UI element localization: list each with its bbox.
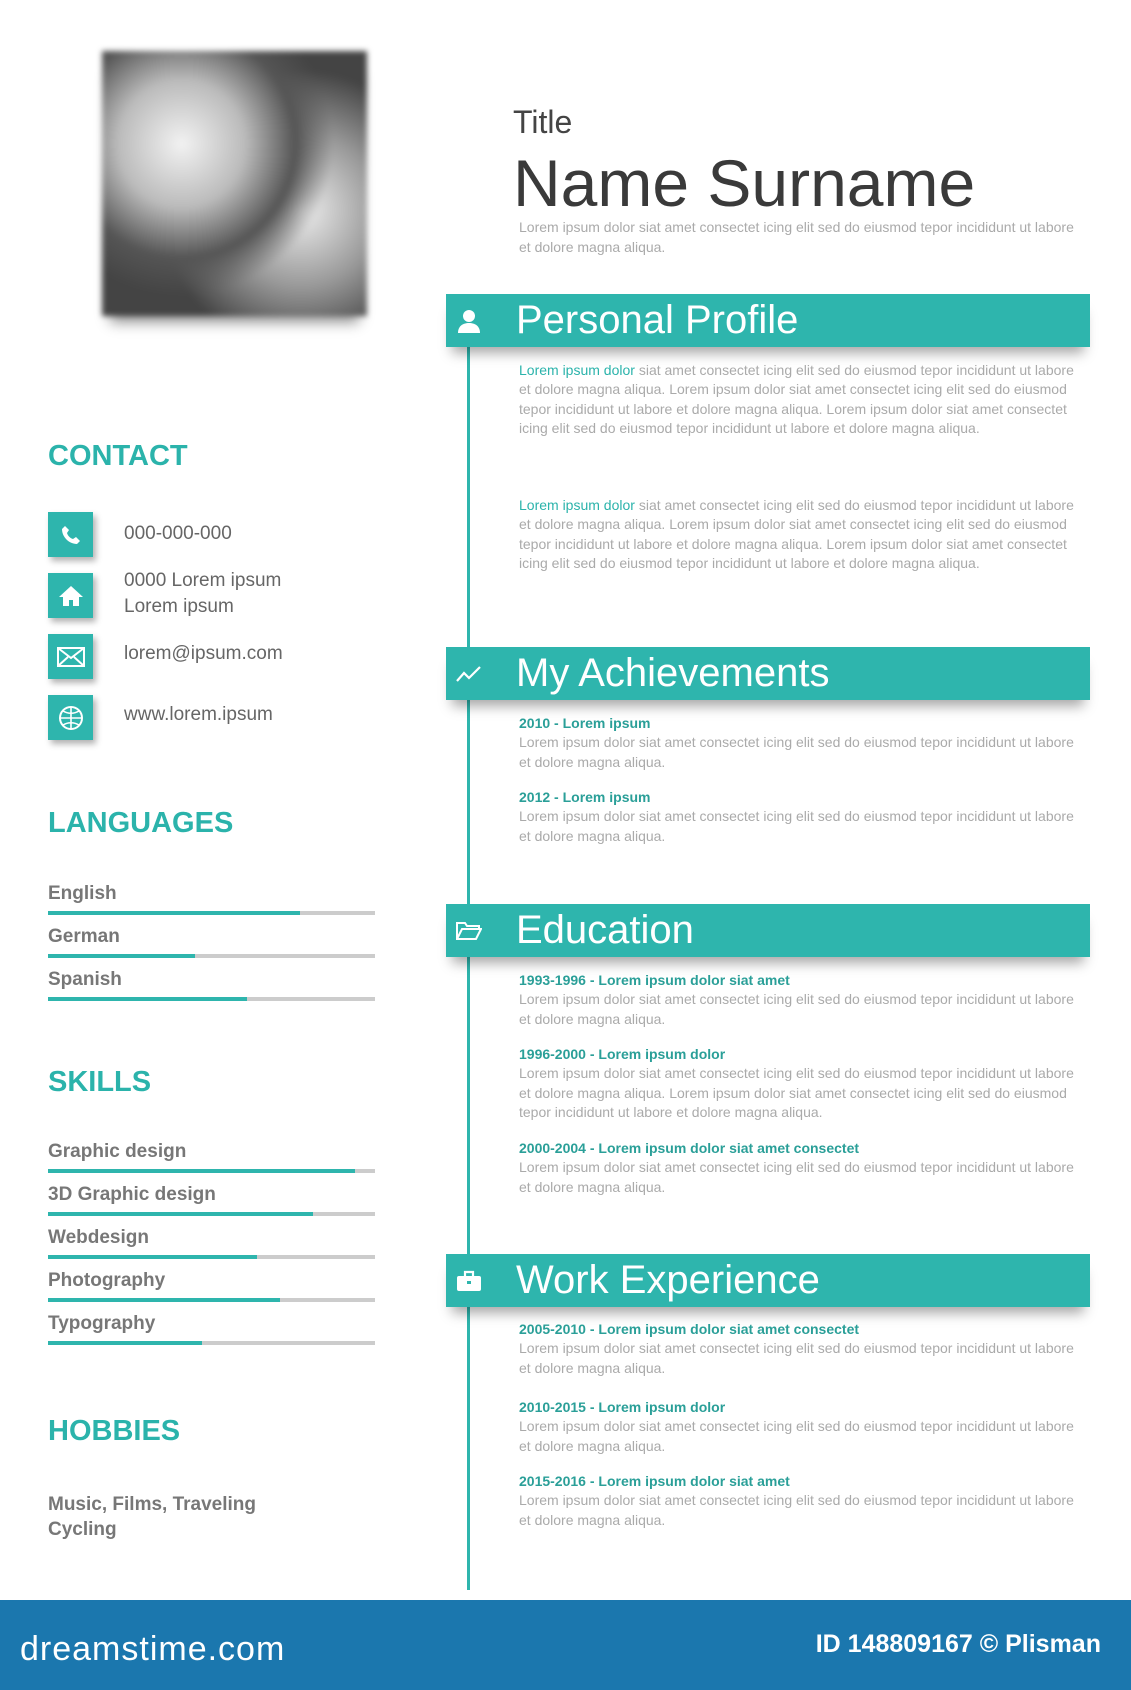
email: lorem@ipsum.com: [124, 643, 283, 664]
section-title: Work Experience: [516, 1258, 820, 1302]
achievements-header: [446, 647, 1090, 700]
entry-text: Lorem ipsum dolor siat amet consectet icing elit sed do eiusmod tepor incididunt ut labore et dolore magna aliqua.: [519, 1159, 1074, 1195]
briefcase-icon: [446, 1270, 492, 1292]
entry-text: Lorem ipsum dolor siat amet consectet icing elit sed do eiusmod tepor incididunt ut labore et dolore magna aliqua. Lorem ipsum dolor siat amet consectet icing elit sed do eiusmod tepor incididunt ut labore et dolore magna aliqua.: [519, 1065, 1074, 1121]
languages-heading: LANGUAGES: [48, 807, 234, 839]
level-bar: [48, 1255, 375, 1259]
user-icon: [446, 308, 492, 334]
entry-text: Lorem ipsum dolor siat amet consectet icing elit sed do eiusmod tepor incididunt ut labore et dolore magna aliqua.: [519, 1492, 1074, 1528]
work-experience-header: [446, 1254, 1090, 1307]
level-fill: [48, 1212, 313, 1216]
level-fill: [48, 997, 247, 1001]
languages-label: Spanish: [48, 969, 122, 990]
achievements-entry: [519, 788, 1089, 846]
entry-title: 1993-1996 - Lorem ipsum dolor siat amet: [519, 972, 790, 988]
skills-label: Typography: [48, 1313, 156, 1334]
skills-item: [48, 1270, 375, 1302]
hobbies-text: [48, 1492, 256, 1542]
personal-profile-header: [446, 294, 1090, 347]
entry-title: 2010 - Lorem ipsum: [519, 715, 651, 731]
skills-label: Graphic design: [48, 1141, 187, 1162]
phone-icon: [48, 512, 93, 557]
section-title: Education: [516, 908, 694, 952]
languages-label: English: [48, 883, 117, 904]
work-entry: [519, 1320, 1089, 1378]
profile-body-2: siat amet consectet icing elit sed do eiusmod tepor incididunt ut labore et dolore magna aliqua. Lorem ipsum dolor siat amet consectet icing elit sed do eiusmod tepor incididunt ut labore et dolore magna aliqua. Lorem ipsum dolor siat amet consectet icing elit sed do eiusmod tepor incididunt ut labore et dolore magna aliqua.: [519, 497, 1074, 572]
hobbies-heading: HOBBIES: [48, 1415, 181, 1447]
level-bar: [48, 911, 375, 915]
address-line-2: Lorem ipsum: [124, 596, 234, 617]
timeline-line: [467, 347, 470, 1590]
skills-heading: SKILLS: [48, 1066, 152, 1098]
hobbies-line-2: Cycling: [48, 1519, 117, 1540]
phone-number: 000-000-000: [124, 523, 232, 544]
profile-paragraph-2: [519, 496, 1089, 574]
skills-item: [48, 1141, 375, 1173]
skills-label: Webdesign: [48, 1227, 149, 1248]
skills-label: Photography: [48, 1270, 166, 1291]
level-fill: [48, 1341, 202, 1345]
intro-text: Lorem ipsum dolor siat amet consectet icing elit sed do eiusmod tepor incididunt ut labore et dolore magna aliqua.: [519, 219, 1074, 255]
profile-lead-1: Lorem ipsum dolor: [519, 362, 635, 378]
languages-item: [48, 883, 375, 915]
name: Name Surname: [513, 146, 976, 220]
level-bar: [48, 1169, 375, 1173]
entry-title: 1996-2000 - Lorem ipsum dolor: [519, 1046, 726, 1062]
level-fill: [48, 1255, 257, 1259]
footer: [0, 1600, 1131, 1690]
languages-item: [48, 926, 375, 958]
level-bar: [48, 1298, 375, 1302]
education-header: [446, 904, 1090, 957]
skills-item: [48, 1313, 375, 1345]
level-bar: [48, 1212, 375, 1216]
achievements-entry: [519, 714, 1089, 772]
profile-photo: [102, 51, 367, 316]
email-icon: [48, 634, 93, 679]
education-entry: [519, 971, 1089, 1029]
work-entry: [519, 1472, 1089, 1530]
level-fill: [48, 954, 195, 958]
address-line-1: 0000 Lorem ipsum: [124, 570, 282, 591]
image-credit: ID 148809167 © Plisman: [815, 1630, 1101, 1658]
home-icon: [48, 573, 93, 618]
work-entry: [519, 1398, 1089, 1456]
education-entry: [519, 1045, 1089, 1123]
profile-body-1: siat amet consectet icing elit sed do eiusmod tepor incididunt ut labore et dolore magna aliqua. Lorem ipsum dolor siat amet consectet icing elit sed do eiusmod tepor incididunt ut labore et dolore magna aliqua. Lorem ipsum dolor siat amet consectet icing elit sed do eiusmod tepor incididunt ut labore et dolore magna aliqua.: [519, 362, 1074, 437]
skills-label: 3D Graphic design: [48, 1184, 216, 1205]
title: Title: [513, 104, 573, 140]
entry-text: Lorem ipsum dolor siat amet consectet icing elit sed do eiusmod tepor incididunt ut labore et dolore magna aliqua.: [519, 991, 1074, 1027]
skills-item: [48, 1227, 375, 1259]
profile-lead-2: Lorem ipsum dolor: [519, 497, 635, 513]
level-bar: [48, 1341, 375, 1345]
entry-title: 2005-2010 - Lorem ipsum dolor siat amet consectet: [519, 1321, 860, 1337]
skills-item: [48, 1184, 375, 1216]
profile-paragraph-1: [519, 361, 1089, 439]
level-fill: [48, 1298, 280, 1302]
languages-item: [48, 969, 375, 1001]
entry-title: 2015-2016 - Lorem ipsum dolor siat amet: [519, 1473, 790, 1489]
entry-title: 2000-2004 - Lorem ipsum dolor siat amet consectet: [519, 1140, 860, 1156]
section-title: My Achievements: [516, 651, 830, 695]
trend-chart-icon: [446, 665, 492, 683]
entry-text: Lorem ipsum dolor siat amet consectet icing elit sed do eiusmod tepor incididunt ut labore et dolore magna aliqua.: [519, 808, 1074, 844]
folder-icon: [446, 921, 492, 941]
dreamstime-logo[interactable]: dreamstime.com: [20, 1630, 286, 1668]
globe-icon: [48, 695, 93, 740]
education-entry: [519, 1139, 1089, 1197]
contact-heading: CONTACT: [48, 440, 188, 472]
entry-text: Lorem ipsum dolor siat amet consectet icing elit sed do eiusmod tepor incididunt ut labore et dolore magna aliqua.: [519, 734, 1074, 770]
entry-title: 2012 - Lorem ipsum: [519, 789, 651, 805]
section-title: Personal Profile: [516, 298, 799, 342]
entry-title: 2010-2015 - Lorem ipsum dolor: [519, 1399, 726, 1415]
level-bar: [48, 997, 375, 1001]
level-bar: [48, 954, 375, 958]
level-fill: [48, 1169, 355, 1173]
languages-label: German: [48, 926, 120, 947]
entry-text: Lorem ipsum dolor siat amet consectet icing elit sed do eiusmod tepor incididunt ut labore et dolore magna aliqua.: [519, 1418, 1074, 1454]
entry-text: Lorem ipsum dolor siat amet consectet icing elit sed do eiusmod tepor incididunt ut labore et dolore magna aliqua.: [519, 1340, 1074, 1376]
hobbies-line-1: Music, Films, Traveling: [48, 1494, 257, 1515]
address: [124, 568, 281, 620]
level-fill: [48, 911, 300, 915]
website: www.lorem.ipsum: [124, 704, 273, 725]
